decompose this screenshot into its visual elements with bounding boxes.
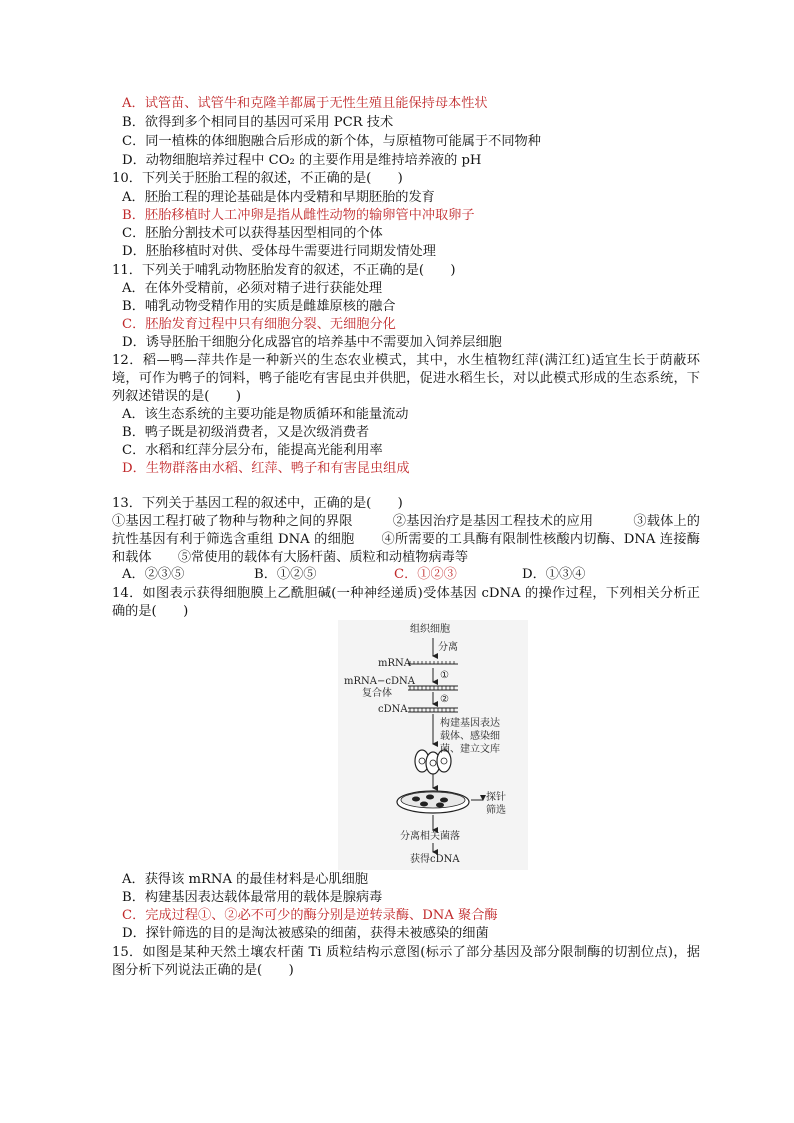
q10-option-a: A．胚胎工程的理论基础是体内受精和早期胚胎的发育 [122, 190, 435, 205]
label-probe-line1: 探针 [486, 792, 506, 803]
label-cdna: cDNA [378, 704, 408, 715]
q11-option-d: D．诱导胚胎干细胞分化成器官的培养基中不需要加入饲养层细胞 [122, 335, 502, 350]
q12-option-c: C．水稻和红萍分层分布，能提高光能利用率 [122, 443, 383, 458]
q9-option-d: D．动物细胞培养过程中 CO₂ 的主要作用是维持培养液的 pH [122, 153, 482, 168]
label-hybrid-line2: 复合体 [362, 688, 392, 699]
label-step-2: ② [440, 694, 449, 705]
q14-option-d: D．探针筛选的目的是淘汰被感染的细菌，获得未被感染的细菌 [122, 926, 489, 941]
q12-option-a: A．该生态系统的主要功能是物质循环和能量流动 [122, 407, 409, 422]
q10-option-b: B．胚胎移植时人工冲卵是指从雌性动物的输卵管中冲取卵子 [122, 208, 475, 223]
label-hybrid-line1: mRNA−cDNA [344, 676, 415, 687]
q13-option-a: A．②③⑤ [122, 567, 185, 582]
q12-stem: 12．稻—鸭—萍共作是一种新兴的生态农业模式，其中，水生植物红萍(满江红)适宜生长于荫蔽环境，可作为鸭子的饲料，鸭子能吃有害昆虫并供肥，促进水稻生长，对以此模式形成的生态系统，下列叙述错误的是( ) [112, 353, 700, 404]
q12-option-b: B．鸭子既是初级消费者，又是次级消费者 [122, 425, 370, 440]
label-build-line3: 菌、建立文库 [440, 744, 500, 755]
q9-option-c: C．同一植株的体细胞融合后形成的新个体，与原植物可能属于不同物种 [122, 134, 541, 149]
label-separate: 分离 [438, 642, 458, 653]
label-build-line2: 载体、感染细 [440, 731, 500, 742]
label-probe-line2: 筛选 [486, 805, 506, 816]
q13-option-b: B．①②⑤ [254, 567, 317, 582]
q10-option-d: D．胚胎移植时对供、受体母牛需要进行同期发情处理 [122, 244, 436, 259]
q13-option-d: D．①③④ [522, 567, 586, 582]
q12-option-d: D．生物群落由水稻、红萍、鸭子和有害昆虫组成 [122, 461, 410, 476]
label-obtain-cdna: 获得cDNA [410, 854, 460, 865]
q15-stem: 15．如图是某种天然土壤农杆菌 Ti 质粒结构示意图(标示了部分基因及部分限制酶的切割位点)，据图分析下列说法正确的是( ) [112, 945, 700, 978]
label-tissue-cells: 组织细胞 [410, 624, 450, 635]
label-step-1: ① [440, 670, 449, 681]
q14-option-b: B．构建基因表达载体最常用的载体是腺病毒 [122, 890, 383, 905]
q11-stem: 11．下列关于哺乳动物胚胎发育的叙述，不正确的是( ) [112, 263, 456, 278]
q11-option-c: C．胚胎发育过程中只有细胞分裂、无细胞分化 [122, 317, 396, 332]
q9-option-a: A．试管苗、试管牛和克隆羊都属于无性生殖且能保持母本性状 [122, 96, 488, 111]
label-build-line1: 构建基因表达 [440, 718, 500, 729]
q10-option-c: C．胚胎分割技术可以获得基因型相同的个体 [122, 226, 383, 241]
q11-option-b: B．哺乳动物受精作用的实质是雌雄原核的融合 [122, 299, 396, 314]
cdna-process-figure [338, 620, 528, 870]
q10-stem: 10．下列关于胚胎工程的叙述，不正确的是( ) [112, 171, 403, 186]
label-isolate-colony: 分离相关菌落 [400, 831, 460, 842]
q14-stem: 14．如图表示获得细胞膜上乙酰胆碱(一种神经递质)受体基因 cDNA 的操作过程，下列相关分析正确的是( ) [112, 586, 700, 619]
q13-statements: ①基因工程打破了物种与物种之间的界限 ②基因治疗是基因工程技术的应用 ③载体上的抗性基因有利于筛选含重组 DNA 的细胞 ④所需要的工具酶有限制性核酸内切酶、DNA 连接酶和载体 ⑤常使用的载体有大肠杆菌、质粒和动植物病毒等 [112, 514, 700, 565]
q13-stem: 13．下列关于基因工程的叙述中，正确的是( ) [112, 496, 403, 511]
q14-option-a: A．获得该 mRNA 的最佳材料是心肌细胞 [122, 872, 369, 887]
label-mrna: mRNA [378, 658, 411, 669]
q14-option-c: C．完成过程①、②必不可少的酶分别是逆转录酶、DNA 聚合酶 [122, 908, 498, 923]
q13-option-c: C．①②③ [394, 567, 457, 582]
q11-option-a: A．在体外受精前，必须对精子进行获能处理 [122, 281, 383, 296]
q9-option-b: B．欲得到多个相同目的基因可采用 PCR 技术 [122, 115, 394, 130]
